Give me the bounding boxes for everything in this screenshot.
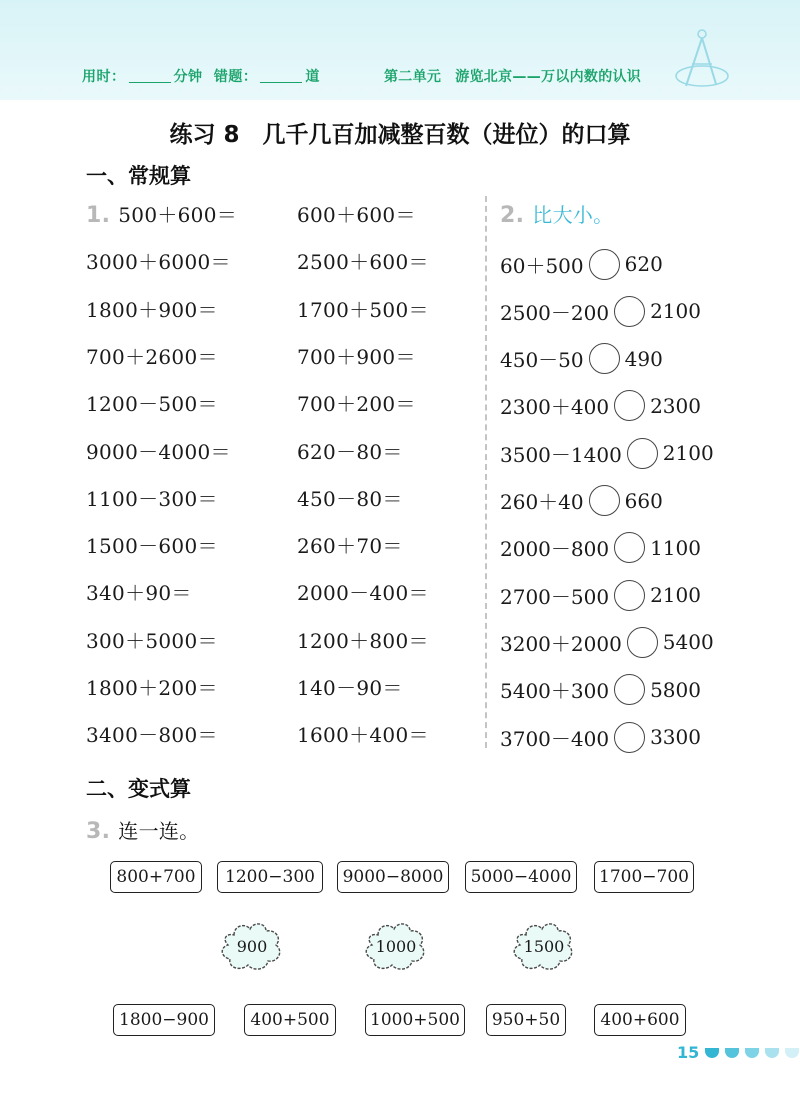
compare-left: 2300＋400 (500, 395, 610, 420)
compare-row (500, 624, 714, 660)
time-errors-record (82, 66, 320, 86)
compare-row (500, 530, 701, 566)
compare-right: 5400 (662, 630, 714, 655)
page-header (0, 0, 800, 100)
errors-unit: 道 (305, 69, 320, 85)
time-unit: 分钟 (173, 69, 203, 85)
q2-number: 2. (500, 203, 525, 228)
expression-box[interactable]: 1700−700 (594, 861, 694, 893)
page-footer (677, 1043, 800, 1062)
compare-answer-circle[interactable] (589, 249, 620, 280)
cloud-value: 1000 (375, 936, 417, 956)
compare-right: 490 (624, 346, 663, 371)
answer-cloud[interactable] (220, 921, 284, 971)
compare-row (500, 672, 701, 708)
decor-cup-icon (745, 1048, 759, 1058)
compare-row (500, 246, 663, 282)
compare-left: 260＋40 (500, 490, 584, 514)
compare-row (500, 483, 663, 519)
expression-box[interactable]: 1000+500 (365, 1004, 465, 1036)
calc-item: 300＋5000＝ (86, 628, 218, 653)
q2-heading (500, 199, 613, 228)
errors-label: 错题： (213, 69, 258, 85)
unit-title (384, 66, 641, 86)
compare-left: 450－50 (500, 348, 584, 373)
compare-left: 5400＋300 (500, 679, 610, 704)
calc-item: 140－90＝ (297, 676, 403, 700)
expression-box[interactable]: 800+700 (110, 861, 202, 893)
calc-item: 260＋70＝ (297, 534, 403, 559)
compare-right: 660 (624, 488, 663, 513)
calc-item: 1600＋400＝ (297, 723, 429, 748)
compare-answer-circle[interactable] (614, 722, 645, 753)
answer-cloud[interactable] (512, 921, 576, 971)
calc-item: 620－80＝ (297, 439, 403, 464)
compare-right: 2100 (662, 441, 714, 466)
compare-right: 2100 (650, 299, 701, 324)
calc-item: 1700＋500＝ (297, 297, 429, 322)
cloud-value: 1500 (523, 936, 565, 956)
calc-item: 1200＋800＝ (297, 628, 429, 653)
compare-right: 2300 (650, 393, 701, 418)
section1-title: 一、常规算 (86, 164, 191, 188)
compare-answer-circle[interactable] (614, 580, 645, 611)
calc-item (86, 199, 237, 228)
expression-box[interactable]: 400+600 (594, 1004, 686, 1036)
calc-item: 600＋600＝ (297, 203, 416, 227)
decor-cup-icon (705, 1048, 719, 1058)
compare-right: 2100 (650, 583, 701, 608)
q3-heading (86, 815, 199, 844)
compare-right: 3300 (650, 725, 701, 749)
expression-box[interactable]: 400+500 (244, 1004, 336, 1036)
compare-answer-circle[interactable] (614, 296, 645, 327)
cloud-value: 900 (236, 936, 268, 956)
time-blank[interactable] (129, 70, 171, 83)
calc-item: 450－80＝ (297, 486, 403, 511)
compare-row (500, 435, 714, 471)
unit-topic: 游览北京——万以内数的认识 (455, 69, 642, 85)
compare-row (500, 341, 663, 377)
compass-icon (672, 24, 732, 94)
calc-item: 1200－500＝ (86, 392, 218, 417)
calc-item: 9000－4000＝ (86, 439, 231, 464)
compare-answer-circle[interactable] (589, 343, 620, 374)
page-number: 15 (677, 1043, 700, 1062)
compare-left: 3700－400 (500, 726, 610, 751)
calc-item: 700＋2600＝ (86, 344, 218, 369)
compare-left: 3500－1400 (500, 442, 622, 467)
section2-title: 二、变式算 (86, 777, 191, 801)
calc-item: 3000＋6000＝ (86, 250, 231, 275)
time-label: 用时： (82, 69, 126, 85)
calc-item: 340＋90＝ (86, 581, 192, 606)
calc-item: 1100－300＝ (86, 486, 218, 511)
compare-left: 2000－800 (500, 537, 610, 562)
q1-number: 1. (86, 203, 111, 228)
calc-text: 500＋600＝ (118, 203, 238, 227)
compare-answer-circle[interactable] (627, 627, 658, 658)
unit-label: 第二单元 (384, 69, 442, 85)
compare-row (500, 293, 701, 329)
calc-item: 2000－400＝ (297, 581, 429, 606)
calc-item: 1800＋900＝ (86, 297, 218, 322)
q3-number: 3. (86, 819, 111, 844)
expression-box[interactable]: 1800−900 (113, 1004, 215, 1036)
compare-left: 60＋500 (500, 253, 584, 278)
compare-row (500, 388, 701, 424)
decor-cup-icon (725, 1048, 739, 1058)
calc-item: 3400－800＝ (86, 723, 218, 748)
column-divider (485, 196, 487, 748)
errors-blank[interactable] (260, 70, 302, 83)
compare-right: 1100 (650, 535, 701, 560)
compare-answer-circle[interactable] (614, 390, 645, 421)
compare-answer-circle[interactable] (614, 532, 645, 563)
compare-left: 2700－500 (500, 584, 610, 609)
page-title: 练习 8 几千几百加减整百数（进位）的口算 (169, 122, 631, 148)
expression-box[interactable]: 950+50 (486, 1004, 566, 1036)
compare-answer-circle[interactable] (589, 485, 620, 516)
calc-item: 2500＋600＝ (297, 250, 429, 275)
compare-row (500, 577, 701, 613)
decor-cup-icon (765, 1048, 779, 1058)
expression-box[interactable]: 5000−4000 (465, 861, 577, 893)
q2-label: 比大小。 (532, 203, 614, 227)
calc-item: 700＋900＝ (297, 344, 416, 369)
expression-box[interactable]: 9000−8000 (337, 861, 449, 893)
decor-cup-icon (785, 1048, 799, 1058)
compare-right: 5800 (650, 677, 701, 702)
answer-cloud[interactable] (364, 921, 428, 971)
compare-right: 620 (624, 252, 663, 276)
compare-row (500, 719, 701, 755)
calc-item: 700＋200＝ (297, 392, 416, 417)
compare-left: 3200＋2000 (500, 631, 622, 656)
compare-answer-circle[interactable] (627, 438, 658, 469)
q3-label: 连一连。 (118, 819, 200, 843)
expression-box[interactable]: 1200−300 (217, 861, 323, 893)
calc-item: 1500－600＝ (86, 534, 218, 559)
calc-item: 1800＋200＝ (86, 676, 218, 700)
compare-answer-circle[interactable] (614, 674, 645, 705)
compare-left: 2500－200 (500, 300, 610, 325)
